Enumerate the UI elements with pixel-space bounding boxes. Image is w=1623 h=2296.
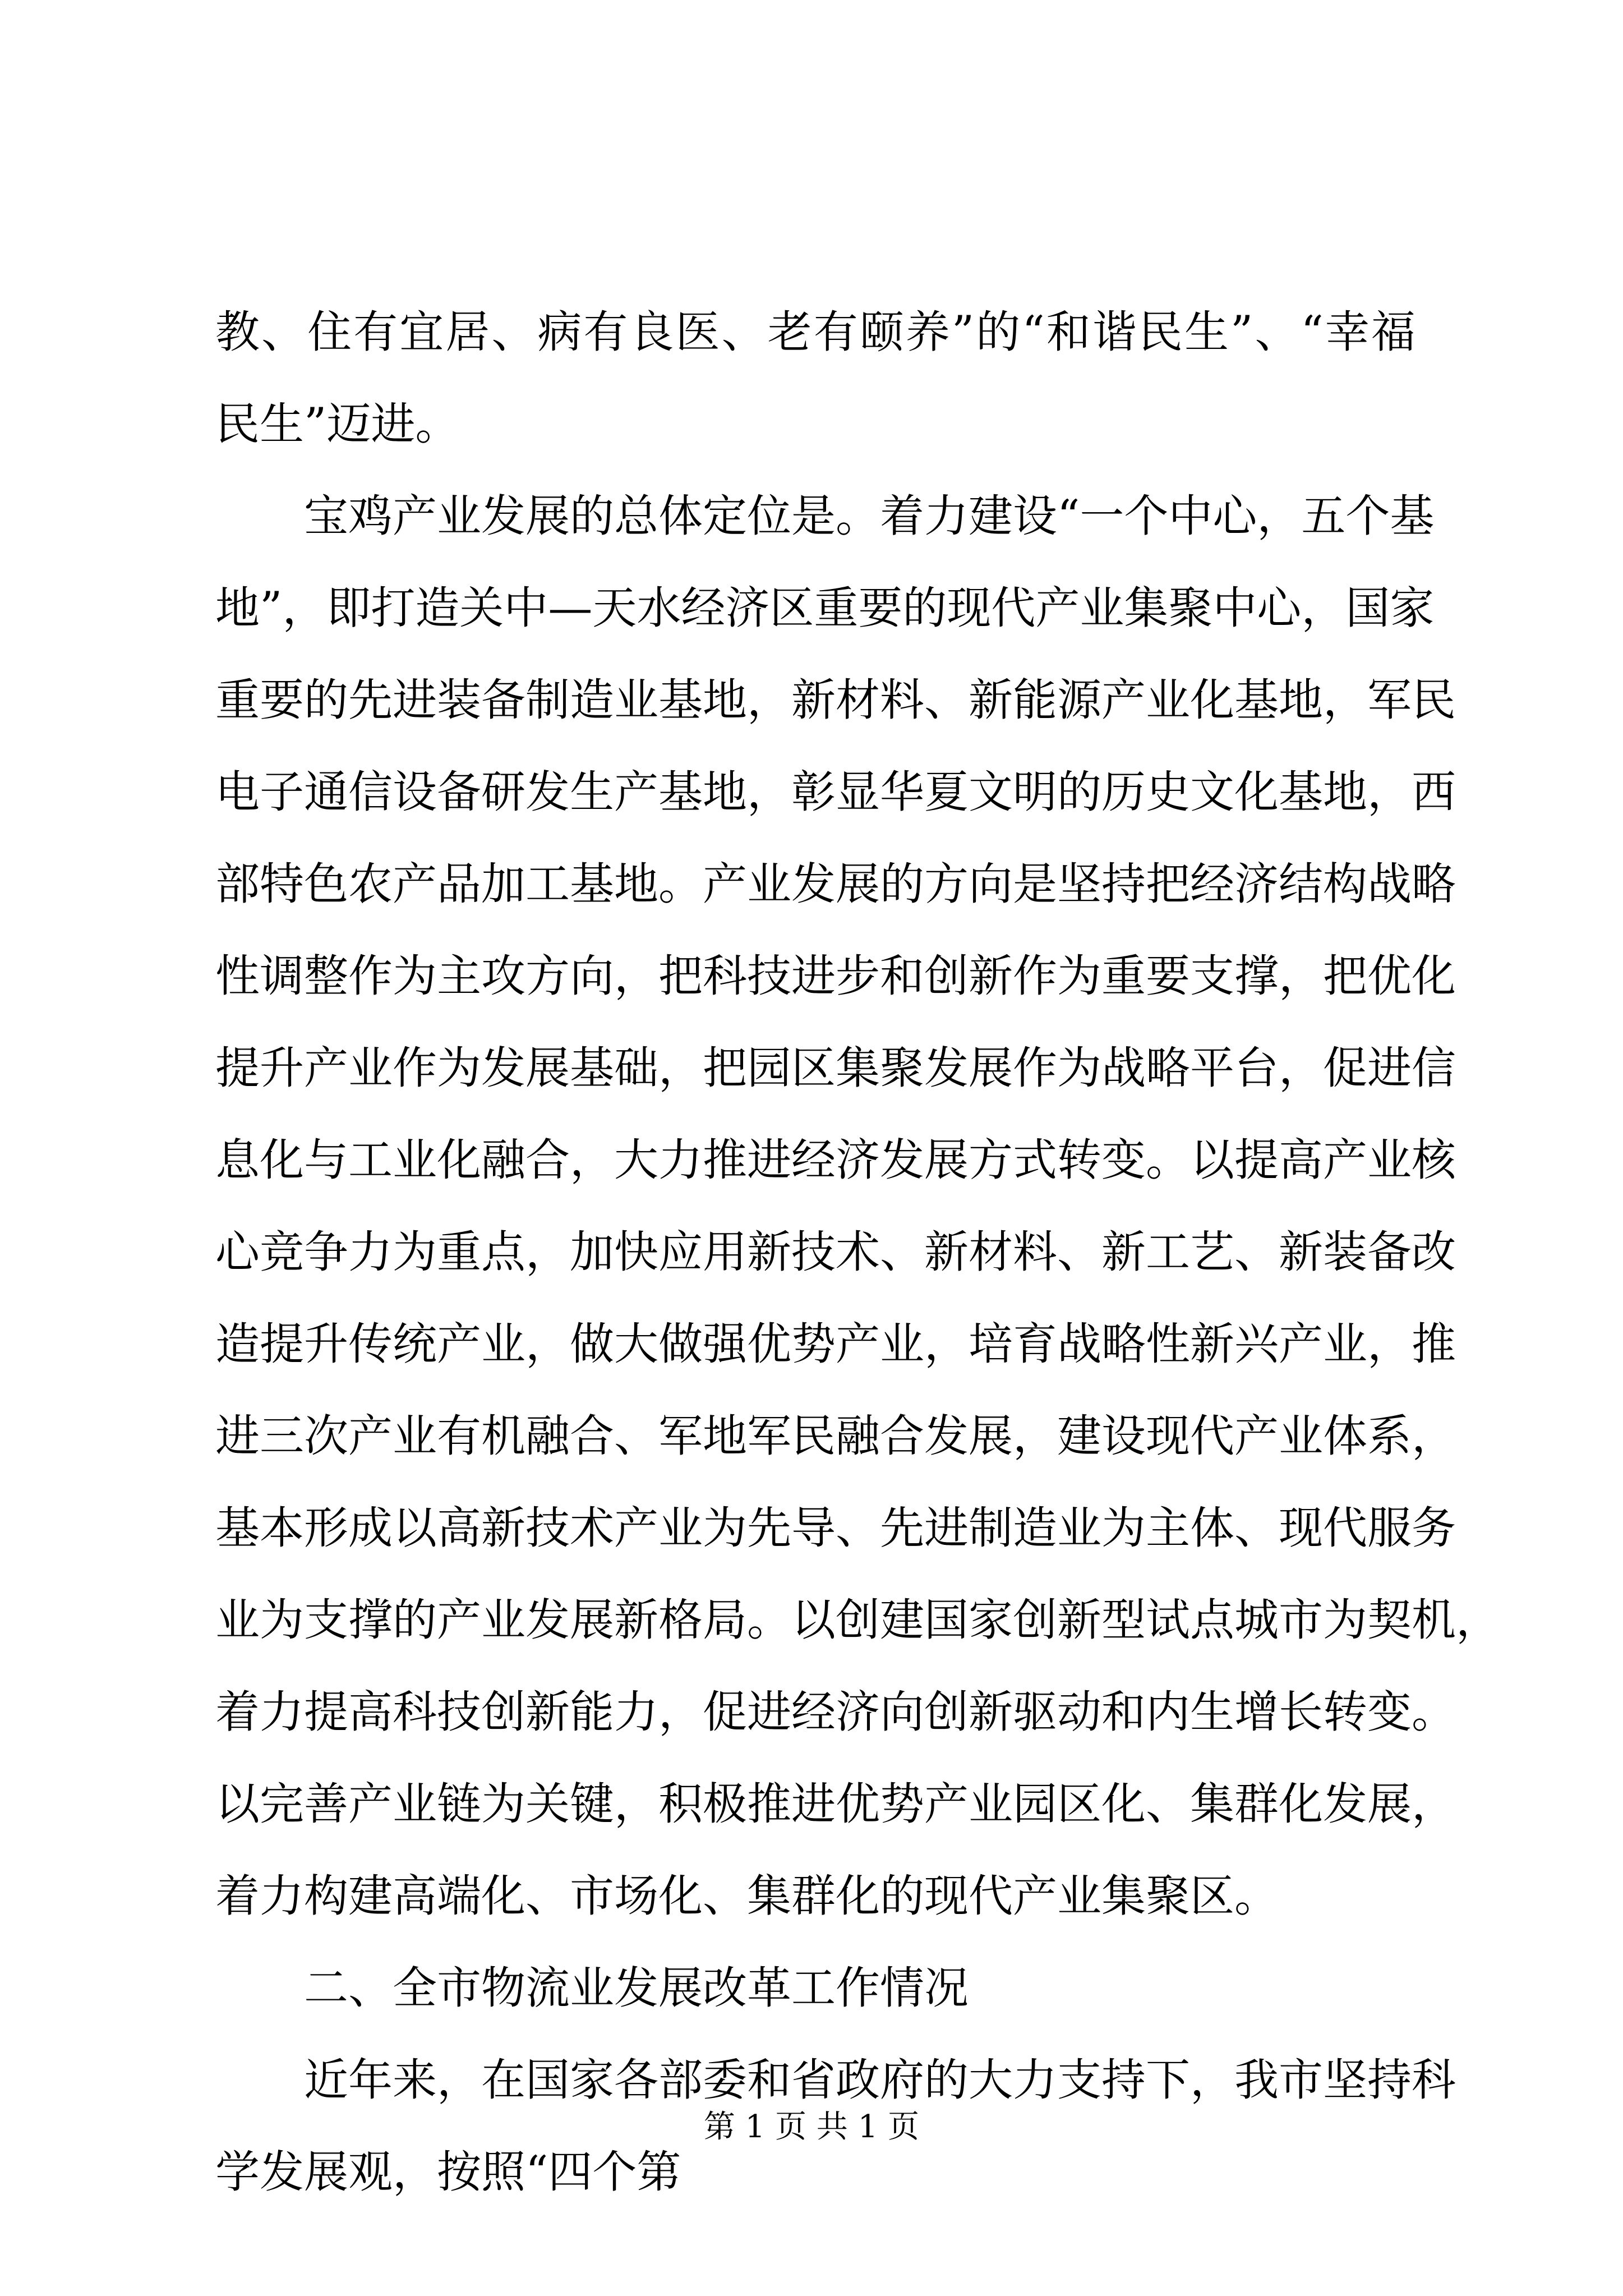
text-line: 业为支撑的产业发展新格局。以创建国家创新型试点城市为契机， <box>215 1594 1500 1646</box>
text-line: 电子通信设备研发生产基地，彰显华夏文明的历史文化基地，西 <box>215 766 1456 818</box>
section-heading: 二、全市物流业发展改革工作情况 <box>304 1962 969 2014</box>
text-line: 地”，即打造关中—天水经济区重要的现代产业集聚中心，国家 <box>215 582 1435 634</box>
text-line: 教、住有宜居、病有良医、老有颐养”的“和谐民生”、“幸福 <box>215 306 1415 358</box>
text-line: 民生”迈进。 <box>215 398 460 450</box>
text-line: 近年来，在国家各部委和省政府的大力支持下，我市坚持科 <box>304 2054 1456 2106</box>
body-text <box>215 286 1500 2218</box>
text-line: 提升产业作为发展基础，把园区集聚发展作为战略平台，促进信 <box>215 1042 1456 1094</box>
text-line: 学发展观，按照“四个第 <box>215 2146 681 2198</box>
page-number-footer: 第 1 页 共 1 页 <box>703 2109 920 2145</box>
text-line: 进三次产业有机融合、军地军民融合发展，建设现代产业体系， <box>215 1410 1456 1462</box>
text-line: 部特色农产品加工基地。产业发展的方向是坚持把经济结构战略 <box>215 858 1456 910</box>
text-line: 息化与工业化融合，大力推进经济发展方式转变。以提高产业核 <box>215 1134 1456 1186</box>
text-line: 基本形成以高新技术产业为先导、先进制造业为主体、现代服务 <box>215 1502 1456 1554</box>
text-line: 着力构建高端化、市场化、集群化的现代产业集聚区。 <box>215 1870 1279 1922</box>
text-line: 造提升传统产业，做大做强优势产业，培育战略性新兴产业，推 <box>215 1318 1456 1370</box>
text-line: 性调整作为主攻方向，把科技进步和创新作为重要支撑，把优化 <box>215 950 1456 1002</box>
text-line: 心竞争力为重点，加快应用新技术、新材料、新工艺、新装备改 <box>215 1226 1456 1278</box>
text-line: 重要的先进装备制造业基地，新材料、新能源产业化基地，军民 <box>215 674 1456 726</box>
text-line: 着力提高科技创新能力，促进经济向创新驱动和内生增长转变。 <box>215 1686 1456 1738</box>
text-line: 宝鸡产业发展的总体定位是。着力建设“一个中心，五个基 <box>304 490 1435 542</box>
text-line: 以完善产业链为关键，积极推进优势产业园区化、集群化发展， <box>215 1778 1456 1830</box>
